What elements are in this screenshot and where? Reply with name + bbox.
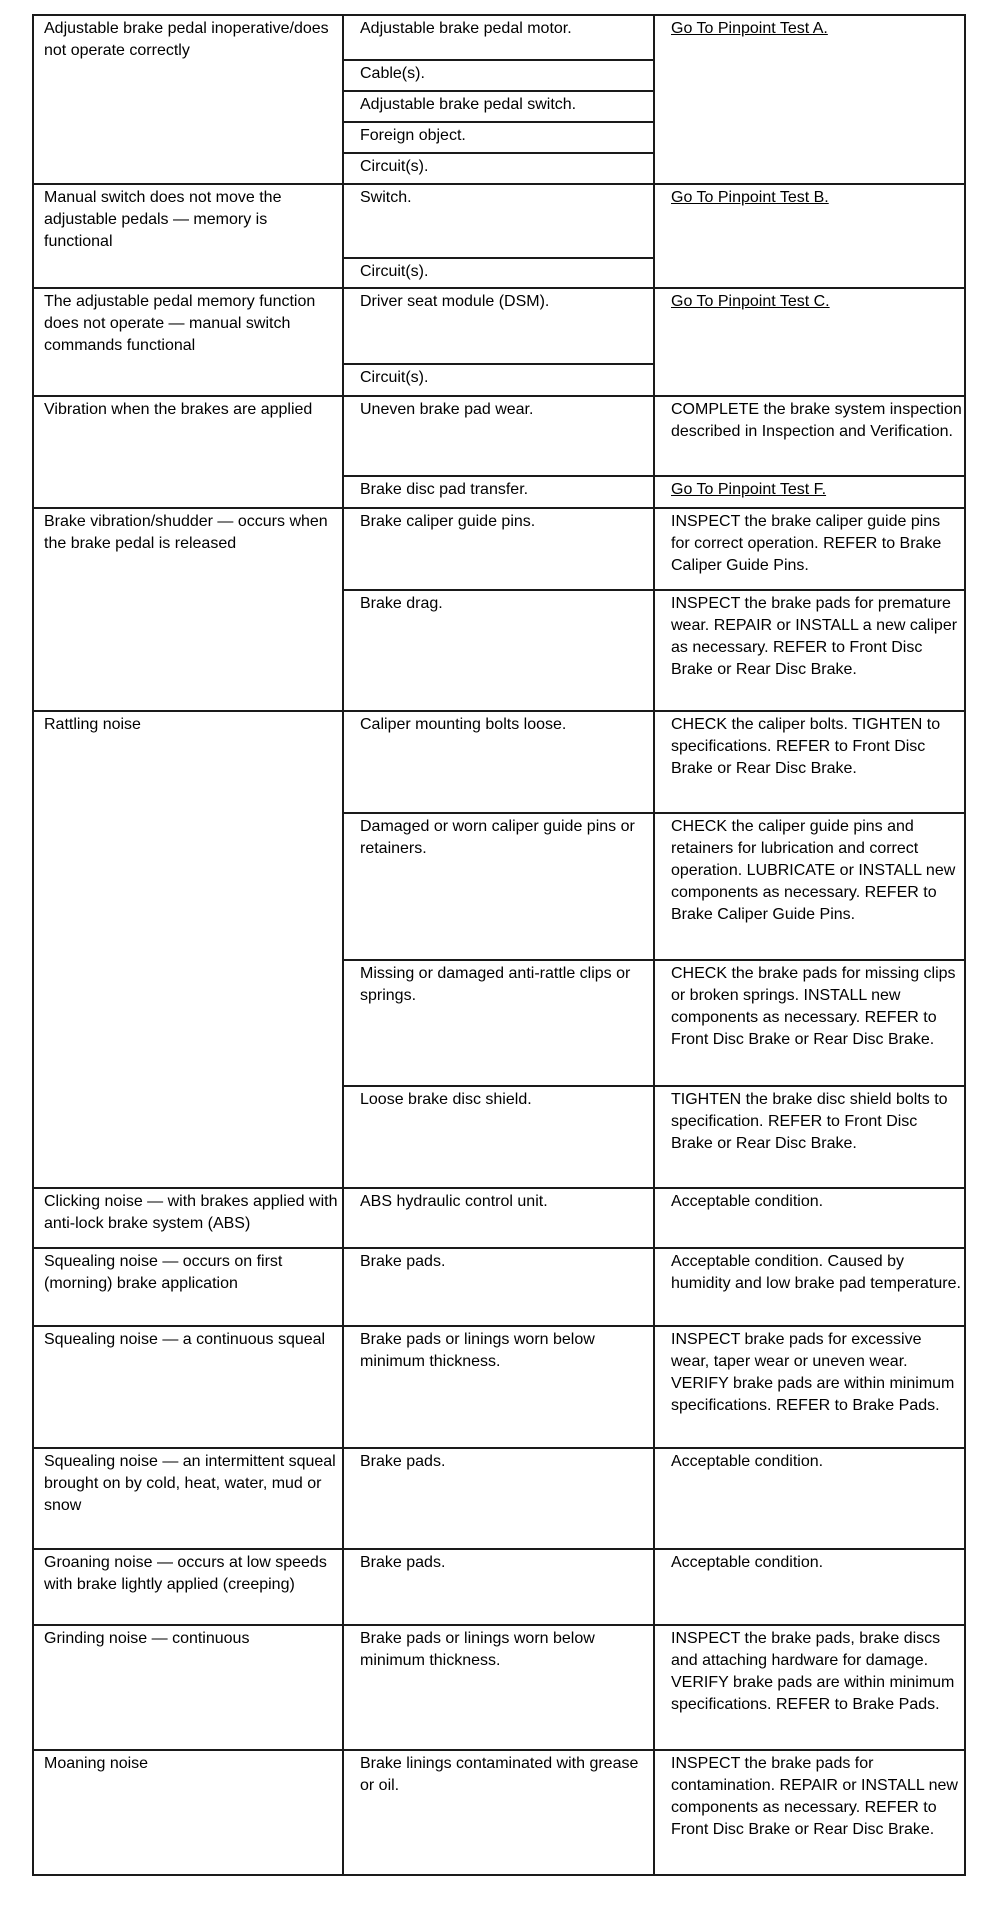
cause-cell: Switch.	[343, 184, 654, 258]
table-row	[33, 1248, 965, 1326]
table-row	[33, 184, 965, 258]
cause-cell: Brake drag.	[343, 590, 654, 711]
cause-cell: Brake pads.	[343, 1248, 654, 1326]
action-cell	[654, 476, 965, 508]
cause-cell: Cable(s).	[343, 60, 654, 91]
cause-cell: Brake pads or linings worn below minimum thickness.	[343, 1625, 654, 1750]
symptom-cell: Adjustable brake pedal inoperative/does not operate correctly	[33, 15, 343, 184]
cause-cell: Circuit(s).	[343, 364, 654, 396]
pinpoint-test-c-link[interactable]: Go To Pinpoint Test C.	[671, 293, 830, 310]
symptom-cell: Clicking noise — with brakes applied with anti-lock brake system (ABS)	[33, 1188, 343, 1248]
table-row	[33, 711, 965, 813]
action-cell: INSPECT the brake caliper guide pins for correct operation. REFER to Brake Caliper Guide Pins.	[654, 508, 965, 590]
cause-cell: Brake linings contaminated with grease or oil.	[343, 1750, 654, 1875]
action-cell: CHECK the caliper bolts. TIGHTEN to specifications. REFER to Front Disc Brake or Rear Disc Brake.	[654, 711, 965, 813]
symptom-cell: Squealing noise — occurs on first (morning) brake application	[33, 1248, 343, 1326]
table-row	[33, 1625, 965, 1750]
table-row	[33, 1326, 965, 1448]
action-cell: Acceptable condition.	[654, 1549, 965, 1625]
symptom-chart-table	[32, 14, 966, 1876]
cause-cell: Missing or damaged anti-rattle clips or springs.	[343, 960, 654, 1086]
table-row	[33, 396, 965, 476]
cause-cell: Damaged or worn caliper guide pins or retainers.	[343, 813, 654, 960]
cause-cell: Driver seat module (DSM).	[343, 288, 654, 364]
cause-cell: Circuit(s).	[343, 153, 654, 184]
cause-cell: Caliper mounting bolts loose.	[343, 711, 654, 813]
pinpoint-test-b-link[interactable]: Go To Pinpoint Test B.	[671, 189, 829, 206]
symptom-cell: Groaning noise — occurs at low speeds with brake lightly applied (creeping)	[33, 1549, 343, 1625]
symptom-cell: Grinding noise — continuous	[33, 1625, 343, 1750]
symptom-cell: Brake vibration/shudder — occurs when the brake pedal is released	[33, 508, 343, 711]
action-cell: INSPECT brake pads for excessive wear, taper wear or uneven wear. VERIFY brake pads are within minimum specifications. REFER to Brake Pads.	[654, 1326, 965, 1448]
cause-cell: Adjustable brake pedal motor.	[343, 15, 654, 60]
action-cell: CHECK the caliper guide pins and retainers for lubrication and correct operation. LUBRICATE or INSTALL new components as necessary. REFER to Brake Caliper Guide Pins.	[654, 813, 965, 960]
action-cell: INSPECT the brake pads for premature wear. REPAIR or INSTALL a new caliper as necessary. REFER to Front Disc Brake or Rear Disc Brake.	[654, 590, 965, 711]
symptom-cell: Squealing noise — a continuous squeal	[33, 1326, 343, 1448]
table-row	[33, 1188, 965, 1248]
table-row	[33, 1750, 965, 1875]
symptom-cell: The adjustable pedal memory function does not operate — manual switch commands functional	[33, 288, 343, 396]
action-cell: CHECK the brake pads for missing clips or broken springs. INSTALL new components as necessary. REFER to Front Disc Brake or Rear Disc Brake.	[654, 960, 965, 1086]
cause-cell: Uneven brake pad wear.	[343, 396, 654, 476]
cause-cell: Circuit(s).	[343, 258, 654, 288]
cause-cell: Brake disc pad transfer.	[343, 476, 654, 508]
symptom-cell: Vibration when the brakes are applied	[33, 396, 343, 508]
cause-cell: Brake caliper guide pins.	[343, 508, 654, 590]
action-cell: INSPECT the brake pads for contamination. REPAIR or INSTALL new components as necessary. REFER to Front Disc Brake or Rear Disc Brake.	[654, 1750, 965, 1875]
table-row	[33, 508, 965, 590]
cause-cell: ABS hydraulic control unit.	[343, 1188, 654, 1248]
cause-cell: Brake pads.	[343, 1448, 654, 1549]
action-cell: INSPECT the brake pads, brake discs and attaching hardware for damage. VERIFY brake pads are within minimum specifications. REFER to Brake Pads.	[654, 1625, 965, 1750]
table-row	[33, 15, 965, 60]
cause-cell: Adjustable brake pedal switch.	[343, 91, 654, 122]
symptom-cell: Manual switch does not move the adjustable pedals — memory is functional	[33, 184, 343, 288]
cause-cell: Loose brake disc shield.	[343, 1086, 654, 1188]
action-cell: Acceptable condition.	[654, 1188, 965, 1248]
action-cell	[654, 184, 965, 288]
pinpoint-test-f-link[interactable]: Go To Pinpoint Test F.	[671, 481, 827, 498]
cause-cell: Foreign object.	[343, 122, 654, 153]
action-cell: Acceptable condition. Caused by humidity and low brake pad temperature.	[654, 1248, 965, 1326]
symptom-cell: Rattling noise	[33, 711, 343, 1188]
table-row	[33, 1549, 965, 1625]
symptom-cell: Moaning noise	[33, 1750, 343, 1875]
action-cell: COMPLETE the brake system inspection described in Inspection and Verification.	[654, 396, 965, 476]
pinpoint-test-a-link[interactable]: Go To Pinpoint Test A.	[671, 20, 828, 37]
action-cell: TIGHTEN the brake disc shield bolts to specification. REFER to Front Disc Brake or Rear Disc Brake.	[654, 1086, 965, 1188]
action-cell: Acceptable condition.	[654, 1448, 965, 1549]
table-row	[33, 1448, 965, 1549]
cause-cell: Brake pads or linings worn below minimum thickness.	[343, 1326, 654, 1448]
cause-cell: Brake pads.	[343, 1549, 654, 1625]
table-row	[33, 288, 965, 364]
action-cell	[654, 15, 965, 184]
symptom-cell: Squealing noise — an intermittent squeal brought on by cold, heat, water, mud or snow	[33, 1448, 343, 1549]
action-cell	[654, 288, 965, 396]
